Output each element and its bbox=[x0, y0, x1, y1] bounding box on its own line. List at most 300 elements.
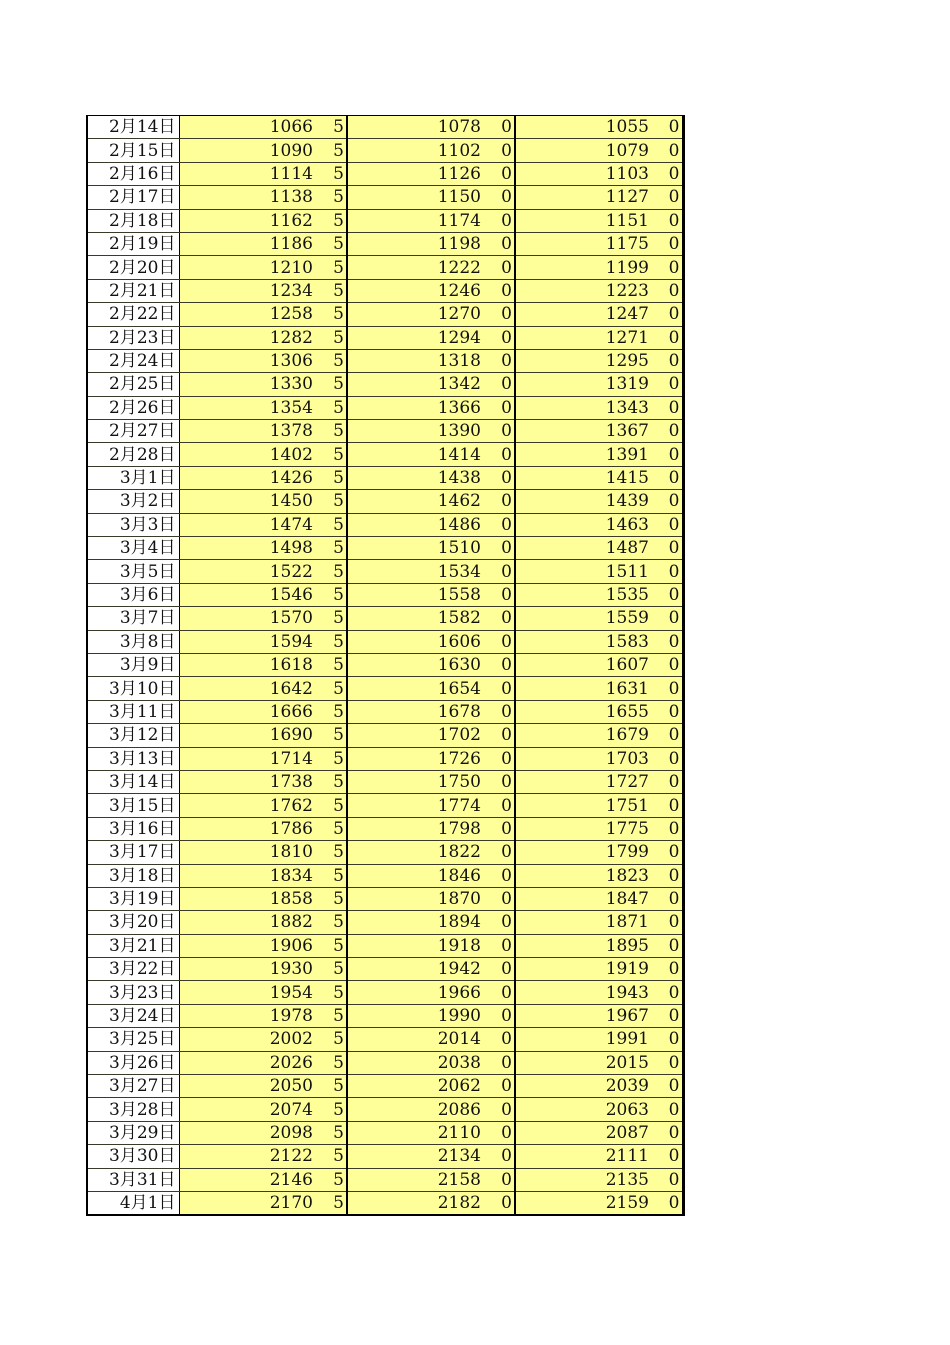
date-cell[interactable]: 3月11日 bbox=[87, 700, 179, 723]
value-cell-3[interactable]: 1967 bbox=[515, 1004, 667, 1027]
value-cell-2[interactable]: 2014 bbox=[347, 1028, 499, 1051]
value-cell-3[interactable]: 1607 bbox=[515, 653, 667, 676]
flag-cell-3[interactable]: 0 bbox=[667, 1121, 683, 1144]
value-cell-3[interactable]: 1295 bbox=[515, 349, 667, 372]
value-cell-3[interactable]: 1871 bbox=[515, 911, 667, 934]
date-cell[interactable]: 4月1日 bbox=[87, 1191, 179, 1215]
flag-cell-1[interactable]: 5 bbox=[331, 279, 347, 302]
value-cell-1[interactable]: 1666 bbox=[179, 700, 331, 723]
date-cell[interactable]: 3月19日 bbox=[87, 887, 179, 910]
flag-cell-3[interactable]: 0 bbox=[667, 256, 683, 279]
value-cell-1[interactable]: 2146 bbox=[179, 1168, 331, 1191]
flag-cell-3[interactable]: 0 bbox=[667, 770, 683, 793]
date-cell[interactable]: 3月1日 bbox=[87, 466, 179, 489]
value-cell-2[interactable]: 1510 bbox=[347, 537, 499, 560]
value-cell-1[interactable]: 1906 bbox=[179, 934, 331, 957]
value-cell-1[interactable]: 1066 bbox=[179, 116, 331, 139]
value-cell-3[interactable]: 1703 bbox=[515, 747, 667, 770]
flag-cell-2[interactable]: 0 bbox=[499, 373, 515, 396]
date-cell[interactable]: 3月18日 bbox=[87, 864, 179, 887]
flag-cell-1[interactable]: 5 bbox=[331, 513, 347, 536]
value-cell-3[interactable]: 1823 bbox=[515, 864, 667, 887]
value-cell-2[interactable]: 1414 bbox=[347, 443, 499, 466]
value-cell-2[interactable]: 1126 bbox=[347, 162, 499, 185]
date-cell[interactable]: 2月19日 bbox=[87, 232, 179, 255]
value-cell-2[interactable]: 1990 bbox=[347, 1004, 499, 1027]
flag-cell-2[interactable]: 0 bbox=[499, 1121, 515, 1144]
flag-cell-3[interactable]: 0 bbox=[667, 887, 683, 910]
date-cell[interactable]: 3月28日 bbox=[87, 1098, 179, 1121]
flag-cell-1[interactable]: 5 bbox=[331, 747, 347, 770]
flag-cell-2[interactable]: 0 bbox=[499, 490, 515, 513]
flag-cell-1[interactable]: 5 bbox=[331, 794, 347, 817]
flag-cell-3[interactable]: 0 bbox=[667, 1191, 683, 1215]
flag-cell-1[interactable]: 5 bbox=[331, 560, 347, 583]
flag-cell-3[interactable]: 0 bbox=[667, 958, 683, 981]
flag-cell-3[interactable]: 0 bbox=[667, 864, 683, 887]
value-cell-3[interactable]: 1103 bbox=[515, 162, 667, 185]
flag-cell-1[interactable]: 5 bbox=[331, 724, 347, 747]
flag-cell-3[interactable]: 0 bbox=[667, 794, 683, 817]
value-cell-2[interactable]: 1078 bbox=[347, 116, 499, 139]
value-cell-1[interactable]: 1138 bbox=[179, 186, 331, 209]
flag-cell-3[interactable]: 0 bbox=[667, 981, 683, 1004]
date-cell[interactable]: 3月29日 bbox=[87, 1121, 179, 1144]
flag-cell-3[interactable]: 0 bbox=[667, 560, 683, 583]
value-cell-3[interactable]: 1151 bbox=[515, 209, 667, 232]
value-cell-1[interactable]: 1498 bbox=[179, 537, 331, 560]
value-cell-3[interactable]: 2063 bbox=[515, 1098, 667, 1121]
flag-cell-3[interactable]: 0 bbox=[667, 537, 683, 560]
value-cell-1[interactable]: 1426 bbox=[179, 466, 331, 489]
value-cell-2[interactable]: 1246 bbox=[347, 279, 499, 302]
date-cell[interactable]: 3月27日 bbox=[87, 1075, 179, 1098]
value-cell-3[interactable]: 1439 bbox=[515, 490, 667, 513]
flag-cell-2[interactable]: 0 bbox=[499, 934, 515, 957]
value-cell-3[interactable]: 1319 bbox=[515, 373, 667, 396]
value-cell-2[interactable]: 1846 bbox=[347, 864, 499, 887]
value-cell-1[interactable]: 1378 bbox=[179, 420, 331, 443]
date-cell[interactable]: 2月18日 bbox=[87, 209, 179, 232]
flag-cell-1[interactable]: 5 bbox=[331, 209, 347, 232]
date-cell[interactable]: 3月26日 bbox=[87, 1051, 179, 1074]
value-cell-1[interactable]: 1570 bbox=[179, 607, 331, 630]
value-cell-1[interactable]: 1618 bbox=[179, 653, 331, 676]
flag-cell-3[interactable]: 0 bbox=[667, 630, 683, 653]
value-cell-2[interactable]: 1894 bbox=[347, 911, 499, 934]
flag-cell-2[interactable]: 0 bbox=[499, 1145, 515, 1168]
value-cell-3[interactable]: 2111 bbox=[515, 1145, 667, 1168]
flag-cell-3[interactable]: 0 bbox=[667, 326, 683, 349]
value-cell-1[interactable]: 1546 bbox=[179, 583, 331, 606]
date-cell[interactable]: 3月31日 bbox=[87, 1168, 179, 1191]
value-cell-3[interactable]: 2087 bbox=[515, 1121, 667, 1144]
flag-cell-2[interactable]: 0 bbox=[499, 1028, 515, 1051]
value-cell-1[interactable]: 1714 bbox=[179, 747, 331, 770]
flag-cell-3[interactable]: 0 bbox=[667, 583, 683, 606]
flag-cell-3[interactable]: 0 bbox=[667, 1168, 683, 1191]
value-cell-1[interactable]: 1642 bbox=[179, 677, 331, 700]
value-cell-2[interactable]: 1102 bbox=[347, 139, 499, 162]
value-cell-1[interactable]: 2050 bbox=[179, 1075, 331, 1098]
value-cell-2[interactable]: 2110 bbox=[347, 1121, 499, 1144]
flag-cell-2[interactable]: 0 bbox=[499, 537, 515, 560]
flag-cell-2[interactable]: 0 bbox=[499, 1075, 515, 1098]
flag-cell-2[interactable]: 0 bbox=[499, 232, 515, 255]
flag-cell-2[interactable]: 0 bbox=[499, 981, 515, 1004]
flag-cell-1[interactable]: 5 bbox=[331, 677, 347, 700]
date-cell[interactable]: 3月17日 bbox=[87, 841, 179, 864]
value-cell-3[interactable]: 1223 bbox=[515, 279, 667, 302]
flag-cell-2[interactable]: 0 bbox=[499, 1168, 515, 1191]
flag-cell-3[interactable]: 0 bbox=[667, 653, 683, 676]
flag-cell-1[interactable]: 5 bbox=[331, 420, 347, 443]
flag-cell-2[interactable]: 0 bbox=[499, 864, 515, 887]
flag-cell-1[interactable]: 5 bbox=[331, 1145, 347, 1168]
flag-cell-1[interactable]: 5 bbox=[331, 817, 347, 840]
flag-cell-3[interactable]: 0 bbox=[667, 1051, 683, 1074]
value-cell-1[interactable]: 1114 bbox=[179, 162, 331, 185]
value-cell-1[interactable]: 1834 bbox=[179, 864, 331, 887]
flag-cell-3[interactable]: 0 bbox=[667, 1098, 683, 1121]
value-cell-1[interactable]: 2002 bbox=[179, 1028, 331, 1051]
flag-cell-1[interactable]: 5 bbox=[331, 1075, 347, 1098]
flag-cell-2[interactable]: 0 bbox=[499, 349, 515, 372]
flag-cell-1[interactable]: 5 bbox=[331, 1191, 347, 1215]
flag-cell-1[interactable]: 5 bbox=[331, 116, 347, 139]
flag-cell-3[interactable]: 0 bbox=[667, 279, 683, 302]
value-cell-1[interactable]: 1954 bbox=[179, 981, 331, 1004]
date-cell[interactable]: 3月21日 bbox=[87, 934, 179, 957]
flag-cell-1[interactable]: 5 bbox=[331, 1028, 347, 1051]
value-cell-3[interactable]: 1799 bbox=[515, 841, 667, 864]
flag-cell-3[interactable]: 0 bbox=[667, 841, 683, 864]
value-cell-1[interactable]: 1858 bbox=[179, 887, 331, 910]
value-cell-1[interactable]: 1210 bbox=[179, 256, 331, 279]
date-cell[interactable]: 2月24日 bbox=[87, 349, 179, 372]
flag-cell-2[interactable]: 0 bbox=[499, 396, 515, 419]
date-cell[interactable]: 2月25日 bbox=[87, 373, 179, 396]
value-cell-3[interactable]: 2015 bbox=[515, 1051, 667, 1074]
value-cell-3[interactable]: 1847 bbox=[515, 887, 667, 910]
value-cell-1[interactable]: 2122 bbox=[179, 1145, 331, 1168]
value-cell-3[interactable]: 2159 bbox=[515, 1191, 667, 1215]
flag-cell-2[interactable]: 0 bbox=[499, 794, 515, 817]
value-cell-3[interactable]: 1343 bbox=[515, 396, 667, 419]
date-cell[interactable]: 3月4日 bbox=[87, 537, 179, 560]
flag-cell-3[interactable]: 0 bbox=[667, 186, 683, 209]
flag-cell-3[interactable]: 0 bbox=[667, 1004, 683, 1027]
date-cell[interactable]: 3月23日 bbox=[87, 981, 179, 1004]
value-cell-3[interactable]: 1559 bbox=[515, 607, 667, 630]
flag-cell-2[interactable]: 0 bbox=[499, 653, 515, 676]
flag-cell-3[interactable]: 0 bbox=[667, 349, 683, 372]
value-cell-1[interactable]: 1738 bbox=[179, 770, 331, 793]
flag-cell-2[interactable]: 0 bbox=[499, 747, 515, 770]
flag-cell-2[interactable]: 0 bbox=[499, 560, 515, 583]
flag-cell-1[interactable]: 5 bbox=[331, 1098, 347, 1121]
flag-cell-3[interactable]: 0 bbox=[667, 466, 683, 489]
date-cell[interactable]: 3月15日 bbox=[87, 794, 179, 817]
flag-cell-2[interactable]: 0 bbox=[499, 911, 515, 934]
value-cell-2[interactable]: 1870 bbox=[347, 887, 499, 910]
date-cell[interactable]: 3月2日 bbox=[87, 490, 179, 513]
value-cell-2[interactable]: 1270 bbox=[347, 303, 499, 326]
flag-cell-2[interactable]: 0 bbox=[499, 326, 515, 349]
value-cell-2[interactable]: 2038 bbox=[347, 1051, 499, 1074]
value-cell-1[interactable]: 1402 bbox=[179, 443, 331, 466]
value-cell-1[interactable]: 1282 bbox=[179, 326, 331, 349]
flag-cell-1[interactable]: 5 bbox=[331, 981, 347, 1004]
flag-cell-3[interactable]: 0 bbox=[667, 724, 683, 747]
flag-cell-2[interactable]: 0 bbox=[499, 677, 515, 700]
value-cell-3[interactable]: 1271 bbox=[515, 326, 667, 349]
flag-cell-2[interactable]: 0 bbox=[499, 279, 515, 302]
flag-cell-2[interactable]: 0 bbox=[499, 887, 515, 910]
value-cell-2[interactable]: 1702 bbox=[347, 724, 499, 747]
value-cell-1[interactable]: 1522 bbox=[179, 560, 331, 583]
value-cell-3[interactable]: 1055 bbox=[515, 116, 667, 139]
value-cell-2[interactable]: 1822 bbox=[347, 841, 499, 864]
value-cell-2[interactable]: 1366 bbox=[347, 396, 499, 419]
value-cell-3[interactable]: 1583 bbox=[515, 630, 667, 653]
flag-cell-1[interactable]: 5 bbox=[331, 1004, 347, 1027]
value-cell-2[interactable]: 2182 bbox=[347, 1191, 499, 1215]
flag-cell-1[interactable]: 5 bbox=[331, 466, 347, 489]
value-cell-3[interactable]: 1463 bbox=[515, 513, 667, 536]
flag-cell-1[interactable]: 5 bbox=[331, 1121, 347, 1144]
date-cell[interactable]: 3月20日 bbox=[87, 911, 179, 934]
value-cell-2[interactable]: 1534 bbox=[347, 560, 499, 583]
value-cell-1[interactable]: 1258 bbox=[179, 303, 331, 326]
flag-cell-1[interactable]: 5 bbox=[331, 887, 347, 910]
flag-cell-3[interactable]: 0 bbox=[667, 911, 683, 934]
value-cell-3[interactable]: 1391 bbox=[515, 443, 667, 466]
value-cell-1[interactable]: 2170 bbox=[179, 1191, 331, 1215]
flag-cell-1[interactable]: 5 bbox=[331, 864, 347, 887]
flag-cell-2[interactable]: 0 bbox=[499, 443, 515, 466]
value-cell-3[interactable]: 1727 bbox=[515, 770, 667, 793]
value-cell-1[interactable]: 1234 bbox=[179, 279, 331, 302]
date-cell[interactable]: 2月22日 bbox=[87, 303, 179, 326]
value-cell-2[interactable]: 1174 bbox=[347, 209, 499, 232]
value-cell-3[interactable]: 1943 bbox=[515, 981, 667, 1004]
flag-cell-3[interactable]: 0 bbox=[667, 232, 683, 255]
value-cell-3[interactable]: 1535 bbox=[515, 583, 667, 606]
value-cell-2[interactable]: 1774 bbox=[347, 794, 499, 817]
value-cell-3[interactable]: 1679 bbox=[515, 724, 667, 747]
flag-cell-1[interactable]: 5 bbox=[331, 186, 347, 209]
value-cell-2[interactable]: 1918 bbox=[347, 934, 499, 957]
flag-cell-1[interactable]: 5 bbox=[331, 911, 347, 934]
flag-cell-1[interactable]: 5 bbox=[331, 232, 347, 255]
value-cell-1[interactable]: 1186 bbox=[179, 232, 331, 255]
value-cell-2[interactable]: 1942 bbox=[347, 958, 499, 981]
flag-cell-2[interactable]: 0 bbox=[499, 1191, 515, 1215]
date-cell[interactable]: 3月9日 bbox=[87, 653, 179, 676]
flag-cell-3[interactable]: 0 bbox=[667, 420, 683, 443]
flag-cell-1[interactable]: 5 bbox=[331, 700, 347, 723]
date-cell[interactable]: 3月22日 bbox=[87, 958, 179, 981]
value-cell-3[interactable]: 1631 bbox=[515, 677, 667, 700]
value-cell-1[interactable]: 1594 bbox=[179, 630, 331, 653]
flag-cell-3[interactable]: 0 bbox=[667, 209, 683, 232]
value-cell-2[interactable]: 1582 bbox=[347, 607, 499, 630]
date-cell[interactable]: 2月20日 bbox=[87, 256, 179, 279]
flag-cell-2[interactable]: 0 bbox=[499, 256, 515, 279]
flag-cell-3[interactable]: 0 bbox=[667, 139, 683, 162]
value-cell-2[interactable]: 1606 bbox=[347, 630, 499, 653]
flag-cell-2[interactable]: 0 bbox=[499, 607, 515, 630]
date-cell[interactable]: 3月3日 bbox=[87, 513, 179, 536]
flag-cell-1[interactable]: 5 bbox=[331, 958, 347, 981]
flag-cell-3[interactable]: 0 bbox=[667, 1075, 683, 1098]
flag-cell-2[interactable]: 0 bbox=[499, 209, 515, 232]
date-cell[interactable]: 3月6日 bbox=[87, 583, 179, 606]
value-cell-1[interactable]: 1882 bbox=[179, 911, 331, 934]
value-cell-2[interactable]: 1342 bbox=[347, 373, 499, 396]
flag-cell-1[interactable]: 5 bbox=[331, 326, 347, 349]
flag-cell-2[interactable]: 0 bbox=[499, 303, 515, 326]
flag-cell-2[interactable]: 0 bbox=[499, 724, 515, 747]
flag-cell-1[interactable]: 5 bbox=[331, 349, 347, 372]
flag-cell-1[interactable]: 5 bbox=[331, 303, 347, 326]
flag-cell-2[interactable]: 0 bbox=[499, 139, 515, 162]
flag-cell-3[interactable]: 0 bbox=[667, 490, 683, 513]
flag-cell-3[interactable]: 0 bbox=[667, 303, 683, 326]
date-cell[interactable]: 3月30日 bbox=[87, 1145, 179, 1168]
value-cell-1[interactable]: 1330 bbox=[179, 373, 331, 396]
date-cell[interactable]: 3月13日 bbox=[87, 747, 179, 770]
flag-cell-1[interactable]: 5 bbox=[331, 1168, 347, 1191]
flag-cell-1[interactable]: 5 bbox=[331, 770, 347, 793]
date-cell[interactable]: 2月21日 bbox=[87, 279, 179, 302]
date-cell[interactable]: 3月14日 bbox=[87, 770, 179, 793]
value-cell-3[interactable]: 1127 bbox=[515, 186, 667, 209]
flag-cell-3[interactable]: 0 bbox=[667, 747, 683, 770]
flag-cell-3[interactable]: 0 bbox=[667, 1145, 683, 1168]
date-cell[interactable]: 3月5日 bbox=[87, 560, 179, 583]
value-cell-2[interactable]: 1678 bbox=[347, 700, 499, 723]
flag-cell-1[interactable]: 5 bbox=[331, 490, 347, 513]
value-cell-1[interactable]: 1450 bbox=[179, 490, 331, 513]
flag-cell-1[interactable]: 5 bbox=[331, 841, 347, 864]
value-cell-1[interactable]: 1786 bbox=[179, 817, 331, 840]
flag-cell-1[interactable]: 5 bbox=[331, 1051, 347, 1074]
flag-cell-3[interactable]: 0 bbox=[667, 513, 683, 536]
flag-cell-2[interactable]: 0 bbox=[499, 583, 515, 606]
flag-cell-1[interactable]: 5 bbox=[331, 630, 347, 653]
flag-cell-3[interactable]: 0 bbox=[667, 373, 683, 396]
value-cell-3[interactable]: 1487 bbox=[515, 537, 667, 560]
flag-cell-2[interactable]: 0 bbox=[499, 700, 515, 723]
flag-cell-2[interactable]: 0 bbox=[499, 817, 515, 840]
value-cell-2[interactable]: 1222 bbox=[347, 256, 499, 279]
value-cell-1[interactable]: 1930 bbox=[179, 958, 331, 981]
flag-cell-1[interactable]: 5 bbox=[331, 162, 347, 185]
value-cell-2[interactable]: 2062 bbox=[347, 1075, 499, 1098]
value-cell-3[interactable]: 1175 bbox=[515, 232, 667, 255]
value-cell-1[interactable]: 2098 bbox=[179, 1121, 331, 1144]
value-cell-1[interactable]: 1306 bbox=[179, 349, 331, 372]
value-cell-2[interactable]: 1150 bbox=[347, 186, 499, 209]
value-cell-2[interactable]: 1966 bbox=[347, 981, 499, 1004]
flag-cell-2[interactable]: 0 bbox=[499, 420, 515, 443]
value-cell-3[interactable]: 1991 bbox=[515, 1028, 667, 1051]
value-cell-2[interactable]: 1750 bbox=[347, 770, 499, 793]
date-cell[interactable]: 2月27日 bbox=[87, 420, 179, 443]
value-cell-3[interactable]: 1655 bbox=[515, 700, 667, 723]
value-cell-2[interactable]: 1438 bbox=[347, 466, 499, 489]
date-cell[interactable]: 3月24日 bbox=[87, 1004, 179, 1027]
value-cell-1[interactable]: 1354 bbox=[179, 396, 331, 419]
flag-cell-3[interactable]: 0 bbox=[667, 1028, 683, 1051]
value-cell-2[interactable]: 1726 bbox=[347, 747, 499, 770]
flag-cell-2[interactable]: 0 bbox=[499, 513, 515, 536]
value-cell-3[interactable]: 1511 bbox=[515, 560, 667, 583]
value-cell-3[interactable]: 1919 bbox=[515, 958, 667, 981]
flag-cell-2[interactable]: 0 bbox=[499, 841, 515, 864]
value-cell-3[interactable]: 1199 bbox=[515, 256, 667, 279]
date-cell[interactable]: 3月8日 bbox=[87, 630, 179, 653]
value-cell-2[interactable]: 1390 bbox=[347, 420, 499, 443]
date-cell[interactable]: 2月14日 bbox=[87, 116, 179, 139]
flag-cell-1[interactable]: 5 bbox=[331, 373, 347, 396]
flag-cell-3[interactable]: 0 bbox=[667, 700, 683, 723]
value-cell-2[interactable]: 1294 bbox=[347, 326, 499, 349]
value-cell-2[interactable]: 2134 bbox=[347, 1145, 499, 1168]
flag-cell-2[interactable]: 0 bbox=[499, 958, 515, 981]
value-cell-3[interactable]: 1247 bbox=[515, 303, 667, 326]
flag-cell-3[interactable]: 0 bbox=[667, 443, 683, 466]
date-cell[interactable]: 3月10日 bbox=[87, 677, 179, 700]
flag-cell-3[interactable]: 0 bbox=[667, 934, 683, 957]
flag-cell-2[interactable]: 0 bbox=[499, 162, 515, 185]
flag-cell-2[interactable]: 0 bbox=[499, 466, 515, 489]
flag-cell-3[interactable]: 0 bbox=[667, 677, 683, 700]
value-cell-1[interactable]: 1090 bbox=[179, 139, 331, 162]
value-cell-2[interactable]: 1654 bbox=[347, 677, 499, 700]
flag-cell-1[interactable]: 5 bbox=[331, 653, 347, 676]
date-cell[interactable]: 2月17日 bbox=[87, 186, 179, 209]
date-cell[interactable]: 2月15日 bbox=[87, 139, 179, 162]
value-cell-3[interactable]: 1367 bbox=[515, 420, 667, 443]
flag-cell-2[interactable]: 0 bbox=[499, 630, 515, 653]
value-cell-2[interactable]: 1798 bbox=[347, 817, 499, 840]
flag-cell-1[interactable]: 5 bbox=[331, 443, 347, 466]
flag-cell-2[interactable]: 0 bbox=[499, 186, 515, 209]
value-cell-3[interactable]: 1079 bbox=[515, 139, 667, 162]
value-cell-1[interactable]: 1810 bbox=[179, 841, 331, 864]
date-cell[interactable]: 2月26日 bbox=[87, 396, 179, 419]
flag-cell-2[interactable]: 0 bbox=[499, 1098, 515, 1121]
value-cell-1[interactable]: 1162 bbox=[179, 209, 331, 232]
value-cell-1[interactable]: 1474 bbox=[179, 513, 331, 536]
value-cell-1[interactable]: 2026 bbox=[179, 1051, 331, 1074]
value-cell-3[interactable]: 1415 bbox=[515, 466, 667, 489]
flag-cell-1[interactable]: 5 bbox=[331, 139, 347, 162]
flag-cell-2[interactable]: 0 bbox=[499, 770, 515, 793]
date-cell[interactable]: 3月7日 bbox=[87, 607, 179, 630]
value-cell-2[interactable]: 1318 bbox=[347, 349, 499, 372]
date-cell[interactable]: 2月23日 bbox=[87, 326, 179, 349]
flag-cell-2[interactable]: 0 bbox=[499, 116, 515, 139]
flag-cell-1[interactable]: 5 bbox=[331, 537, 347, 560]
value-cell-2[interactable]: 1486 bbox=[347, 513, 499, 536]
flag-cell-2[interactable]: 0 bbox=[499, 1051, 515, 1074]
flag-cell-1[interactable]: 5 bbox=[331, 583, 347, 606]
value-cell-1[interactable]: 1762 bbox=[179, 794, 331, 817]
